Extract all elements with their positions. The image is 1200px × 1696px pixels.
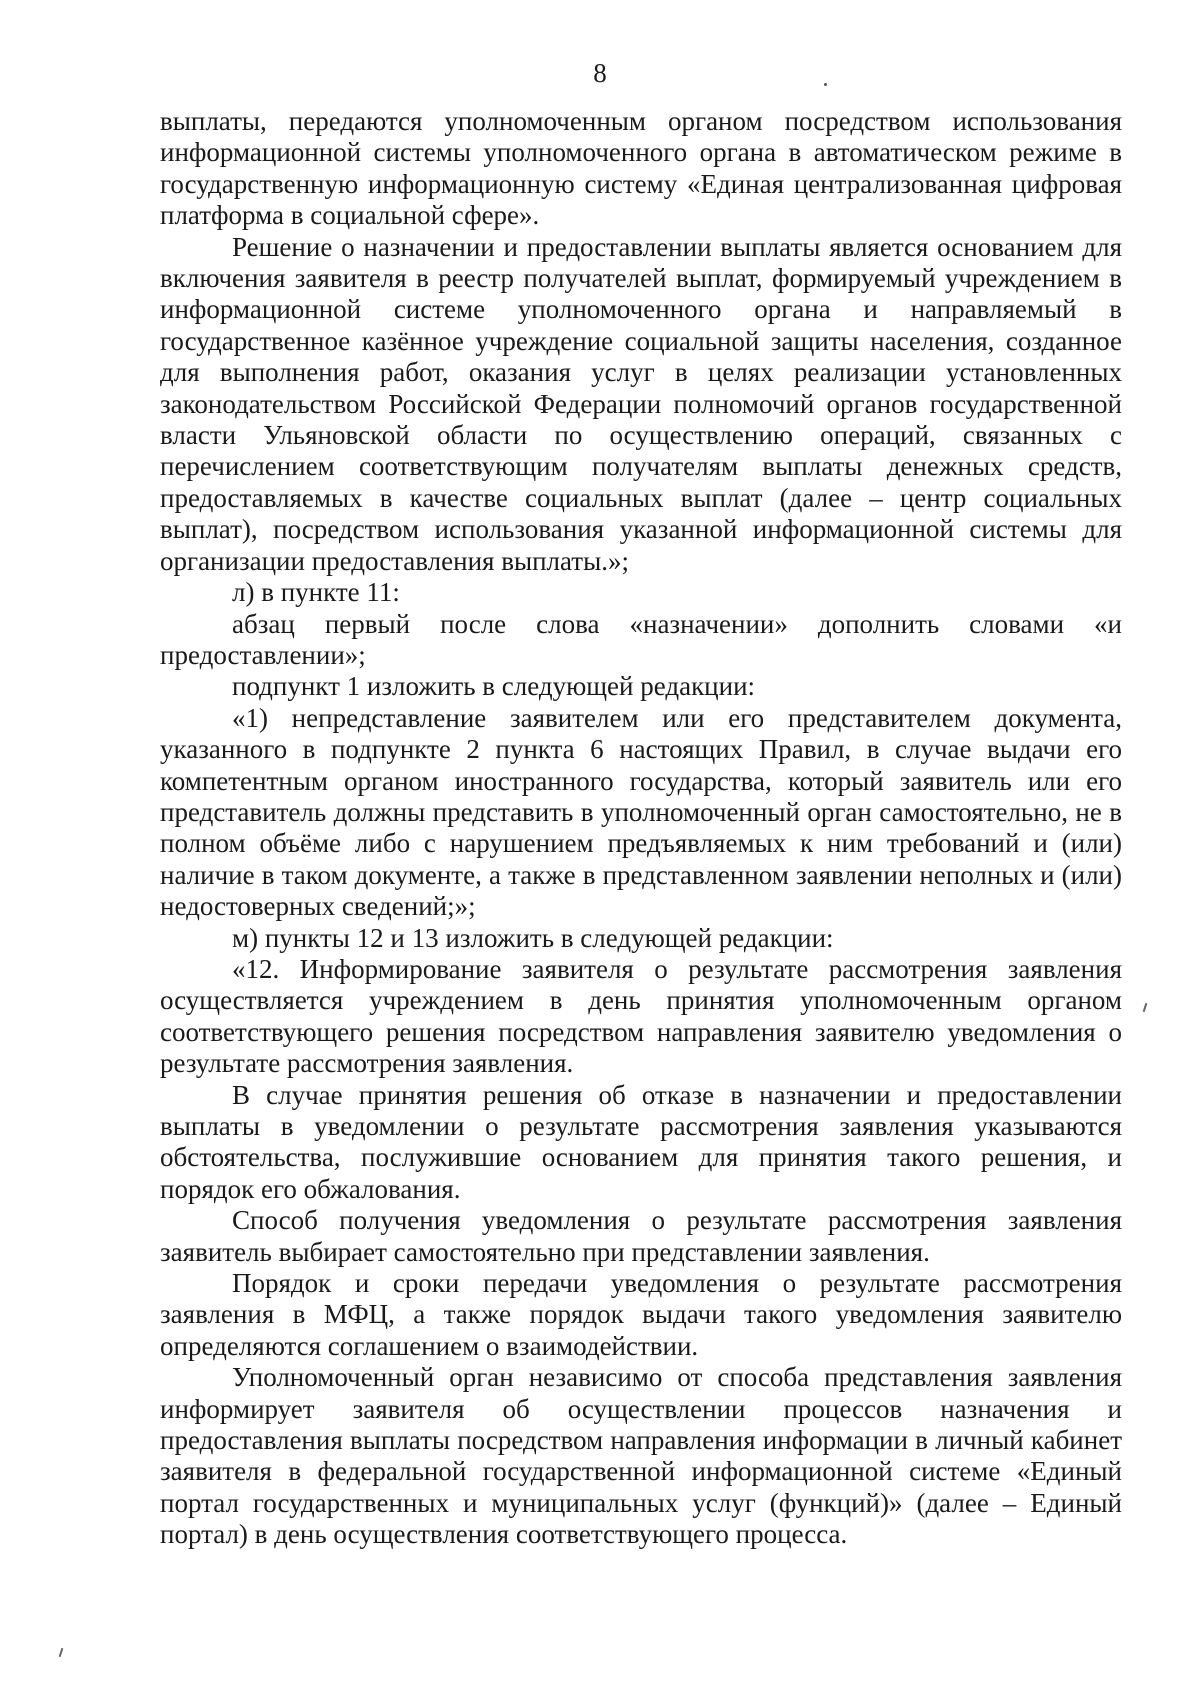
- page-number: 8: [593, 58, 607, 88]
- paragraph: Порядок и сроки передачи уведомления о результате рассмотрения заявления в МФЦ, а также порядок выдачи такого уведомления заявителю определяются соглашением о взаимодействии.: [160, 1268, 1122, 1361]
- paragraph: Уполномоченный орган независимо от способа представления заявления информирует заявителя об осуществлении процессов назначения и предоставления выплаты посредством направления информации в личный кабинет заявителя в федеральной государственной информационной системе «Единый портал государственных и муниципальных услуг (функций)» (далее – Единый портал) в день осуществления соответствующего процесса.: [160, 1362, 1122, 1550]
- paragraph: «12. Информирование заявителя о результате рассмотрения заявления осуществляется учреждением в день принятия уполномоченным органом соответствующего решения посредством направления заявителю уведомления о результате рассмотрения заявления.: [160, 953, 1122, 1079]
- paragraph: л) в пункте 11:: [232, 577, 400, 608]
- paragraph: В случае принятия решения об отказе в назначении и предоставлении выплаты в уведомлении о результате рассмотрения заявления указываются обстоятельства, послужившие основанием для принятия такого решения, и порядок его обжалования.: [160, 1079, 1122, 1204]
- document-body: [160, 106, 1122, 1551]
- paragraph: подпункт 1 изложить в следующей редакции:: [232, 671, 756, 702]
- paragraph: «1) непредставление заявителем или его представителем документа, указанного в подпункте 2 пункта 6 настоящих Правил, в случае выдачи его компетентным органом иностранного государства, который заявитель или его представитель должны представить в уполномоченный орган самостоятельно, не в полном объёме либо с нарушением предъявляемых к ним требований и (или) наличие в таком документе, а также в представленном заявлении неполных и (или) недостоверных сведений;»;: [160, 702, 1122, 922]
- paragraph: выплаты, передаются уполномоченным органом посредством использования информационной системы уполномоченного органа в автоматическом режиме в государственную информационную систему «Единая централизованная цифровая платформа в социальной сфере».: [160, 106, 1122, 231]
- scan-dot-mark: [824, 83, 827, 86]
- paragraph: м) пункты 12 и 13 изложить в следующей редакции:: [232, 922, 834, 953]
- paragraph: абзац первый после слова «назначении» дополнить словами «и предоставлении»;: [160, 608, 1122, 670]
- scan-margin-mark: [59, 1648, 64, 1657]
- paragraph: Решение о назначении и предоставлении выплаты является основанием для включения заявителя в реестр получателей выплат, формируемый учреждением в информационной системе уполномоченного органа и направляемый в государственное казённое учреждение социальной защиты населения, созданное для выполнения работ, оказания услуг в целях реализации установленных законодательством Российской Федерации полномочий органов государственной власти Ульяновской области по осуществлению операций, связанных с перечислением соответствующим получателям выплаты денежных средств, предоставляемых в качестве социальных выплат (далее – центр социальных выплат), посредством использования указанной информационной системы для организации предоставления выплаты.»;: [160, 231, 1122, 576]
- paragraph: Способ получения уведомления о результате рассмотрения заявления заявитель выбирает самостоятельно при представлении заявления.: [160, 1205, 1122, 1267]
- scan-margin-mark: [1143, 1003, 1148, 1012]
